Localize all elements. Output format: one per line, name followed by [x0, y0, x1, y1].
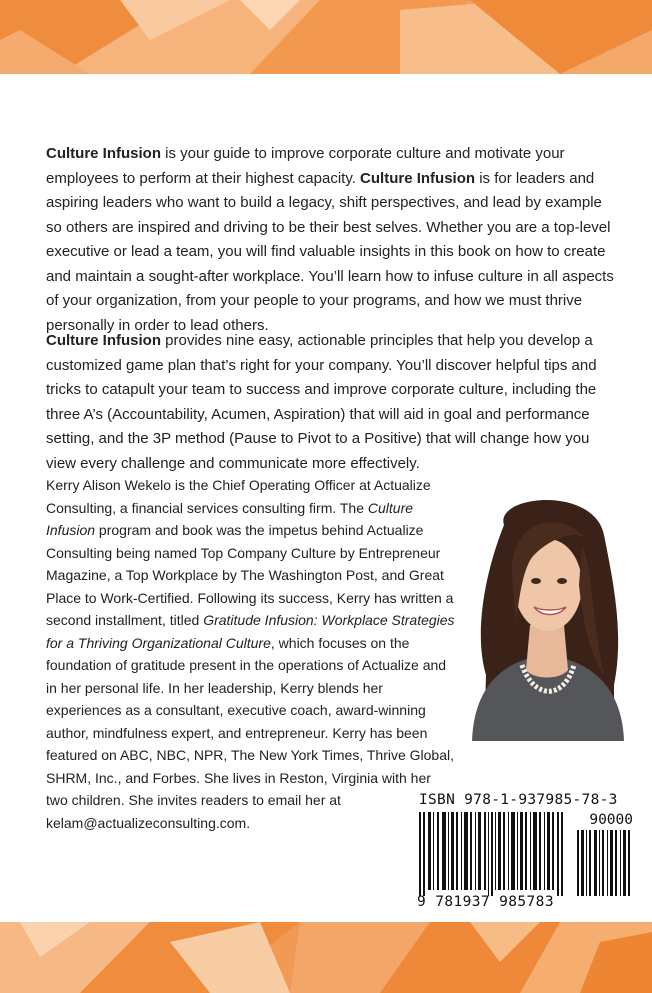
isbn-label: ISBN 978-1-937985-78-3	[419, 792, 618, 808]
blurb-paragraph-2	[46, 329, 618, 476]
blurb-paragraph-1	[46, 142, 618, 338]
bottom-band-triangles	[0, 922, 652, 993]
ean-barcode-bars	[419, 812, 569, 896]
author-photo	[464, 485, 628, 741]
blurb-text: is your guide to improve corporate culture and motivate your employees to perform at their highest capacity.	[46, 145, 565, 187]
bio-book-title: Gratitude Infusion: Workplace Strategies for a Thriving Organizational Culture	[46, 612, 455, 651]
blurb-text: provides nine easy, actionable principles that help you develop a customized game plan that’s right for your company. You’ll discover helpful tips and tricks to catapult your team to success and improve corporate culture, including the three A’s (Accountability, Acumen, Aspiration) that will aid in goal and performance setting, and the 3P method (Pause to Pivot to a Positive) that will change how you view every challenge and communicate more effectively.	[46, 332, 597, 472]
author-portrait-illustration	[464, 485, 628, 741]
bottom-decorative-band	[0, 922, 652, 993]
bio-text: , which focuses on the foundation of gratitude present in the operations of Actualize and in her personal life. In her leadership, Kerry blends her experiences as a consultant, executive coach, award-winning author, mindfulness expert, and entrepreneur. Kerry has been featured on ABC, NBC, NPR, The New York Times, Thrive Global, SHRM, Inc., and Forbes. She lives in Reston, Virginia with her two children. She invites readers to email her at kelam@actualizeconsulting.com.	[46, 634, 454, 831]
bio-text: program and book was the impetus behind Actualize Consulting being named Top Company Culture by Entrepreneur Magazine, a Top Workplace by The Washington Post, and Great Place to Work-Certified. Following its success, Kerry has written a second installment, titled	[46, 522, 454, 628]
top-decorative-band	[0, 0, 652, 74]
addon-barcode-bars	[577, 830, 633, 896]
author-bio	[46, 474, 456, 834]
blurb-text: is for leaders and aspiring leaders who want to build a legacy, shift perspectives, and lead by example so others are inspired and driving to be their best selves. Whether you are a top-level executive or lead a team, you will find valuable insights in this book on how to create and maintain a sought-after workplace. You’ll learn how to infuse culture in all aspects of your organization, from your people to your programs, and how we must thrive personally in order to lead others.	[46, 169, 614, 334]
price-code: 90000	[589, 812, 633, 828]
bio-book-title: Culture Infusion	[46, 499, 414, 538]
isbn-barcode	[413, 790, 637, 918]
bio-text: Kerry Alison Wekelo is the Chief Operating Officer at Actualize Consulting, a financial services consulting firm. The	[46, 477, 431, 516]
top-band-triangles	[0, 0, 652, 74]
book-title-bold: Culture Infusion	[360, 169, 476, 187]
book-title-bold: Culture Infusion	[46, 145, 161, 162]
book-title-bold: Culture Infusion	[46, 332, 161, 349]
ean-digits: 9 781937 985783	[417, 894, 554, 910]
